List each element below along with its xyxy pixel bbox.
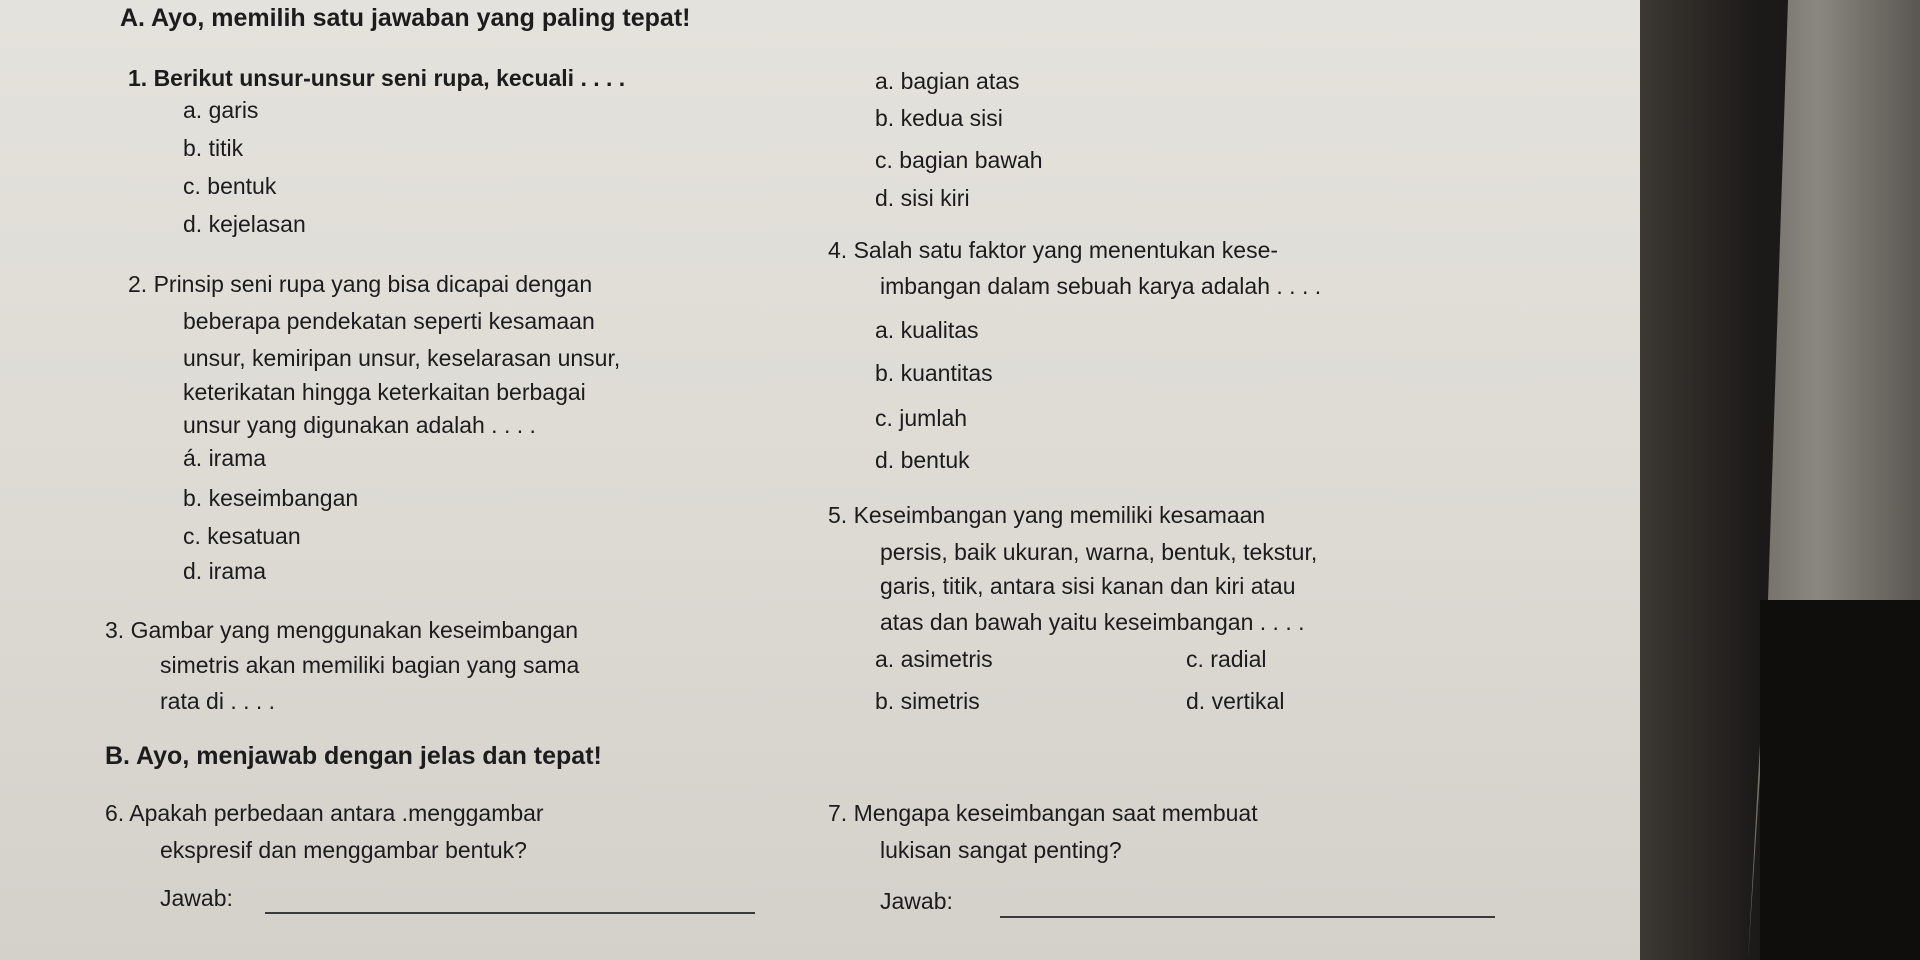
- q2-line-1: 2. Prinsip seni rupa yang bisa dicapai dengan: [128, 271, 593, 297]
- q4-option-a: a. kualitas: [875, 317, 979, 343]
- q2-line-4: keterikatan hingga keterkaitan berbagai: [183, 379, 586, 405]
- q3-line-1: 3. Gambar yang menggunakan keseimbangan: [105, 617, 579, 643]
- q4-line-1: 4. Salah satu faktor yang menentukan kese-: [828, 237, 1279, 263]
- q2-line-2-text: beberapa pendekatan seperti kesamaan: [183, 308, 595, 334]
- q5-line-3: garis, titik, antara sisi kanan dan kiri atau: [880, 573, 1296, 599]
- q3-option-a: a. bagian atas: [875, 68, 1020, 94]
- q2-line-5: unsur yang digunakan adalah . . . .: [183, 412, 536, 438]
- q2-option-a: á. irama: [183, 445, 267, 471]
- q5-option-d: d. vertikal: [1186, 688, 1285, 714]
- q6-answer-label: Jawab:: [160, 885, 233, 911]
- q5-option-c: c. radial: [1186, 646, 1267, 672]
- background-dark-corner: [1760, 600, 1920, 960]
- q2-line-3: unsur, kemiripan unsur, keselarasan unsur,: [183, 345, 621, 371]
- q5-option-a: a. asimetris: [875, 646, 993, 672]
- q2-option-b: b. keseimbangan: [183, 485, 359, 511]
- q6-answer-blank[interactable]: [265, 912, 755, 914]
- q4-option-b: b. kuantitas: [875, 360, 993, 386]
- section-a-heading: A. Ayo, memilih satu jawaban yang paling tepat!: [120, 4, 691, 32]
- q3-line-2: simetris akan memiliki bagian yang sama: [160, 652, 580, 678]
- q4-option-d: d. bentuk: [875, 447, 970, 473]
- q6-line-2: ekspresif dan menggambar bentuk?: [160, 837, 527, 863]
- q7-answer-blank[interactable]: [1000, 916, 1495, 918]
- q2-line-2: [183, 307, 751, 335]
- q3-option-b: b. kedua sisi: [875, 105, 1003, 131]
- section-b-heading: B. Ayo, menjawab dengan jelas dan tepat!: [105, 742, 602, 770]
- q7-line-1: 7. Mengapa keseimbangan saat membuat: [828, 800, 1258, 826]
- q1-question: 1. Berikut unsur-unsur seni rupa, kecuali . . . .: [128, 65, 626, 91]
- q3-option-c: c. bagian bawah: [875, 147, 1043, 173]
- q3-option-d: d. sisi kiri: [875, 185, 970, 211]
- q4-line-2: imbangan dalam sebuah karya adalah . . . .: [880, 273, 1322, 299]
- q7-answer-label: Jawab:: [880, 888, 953, 914]
- q1-option-b: b. titik: [183, 135, 244, 161]
- q5-line-4: atas dan bawah yaitu keseimbangan . . . .: [880, 609, 1305, 635]
- q3-line-3: rata di . . . .: [160, 688, 276, 714]
- q5-line-2: persis, baik ukuran, warna, bentuk, tekstur,: [880, 539, 1318, 565]
- q1-option-d: d. kejelasan: [183, 211, 306, 237]
- q7-line-2: lukisan sangat penting?: [880, 837, 1122, 863]
- q1-option-a: a. garis: [183, 97, 259, 123]
- q2-option-d: d. irama: [183, 558, 267, 584]
- q5-option-b: b. simetris: [875, 688, 980, 714]
- q4-option-c: c. jumlah: [875, 405, 968, 431]
- q1-option-c: c. bentuk: [183, 173, 277, 199]
- q6-line-1: 6. Apakah perbedaan antara .menggambar: [105, 800, 544, 826]
- q5-line-1: 5. Keseimbangan yang memiliki kesamaan: [828, 502, 1266, 528]
- q2-option-c: c. kesatuan: [183, 523, 301, 549]
